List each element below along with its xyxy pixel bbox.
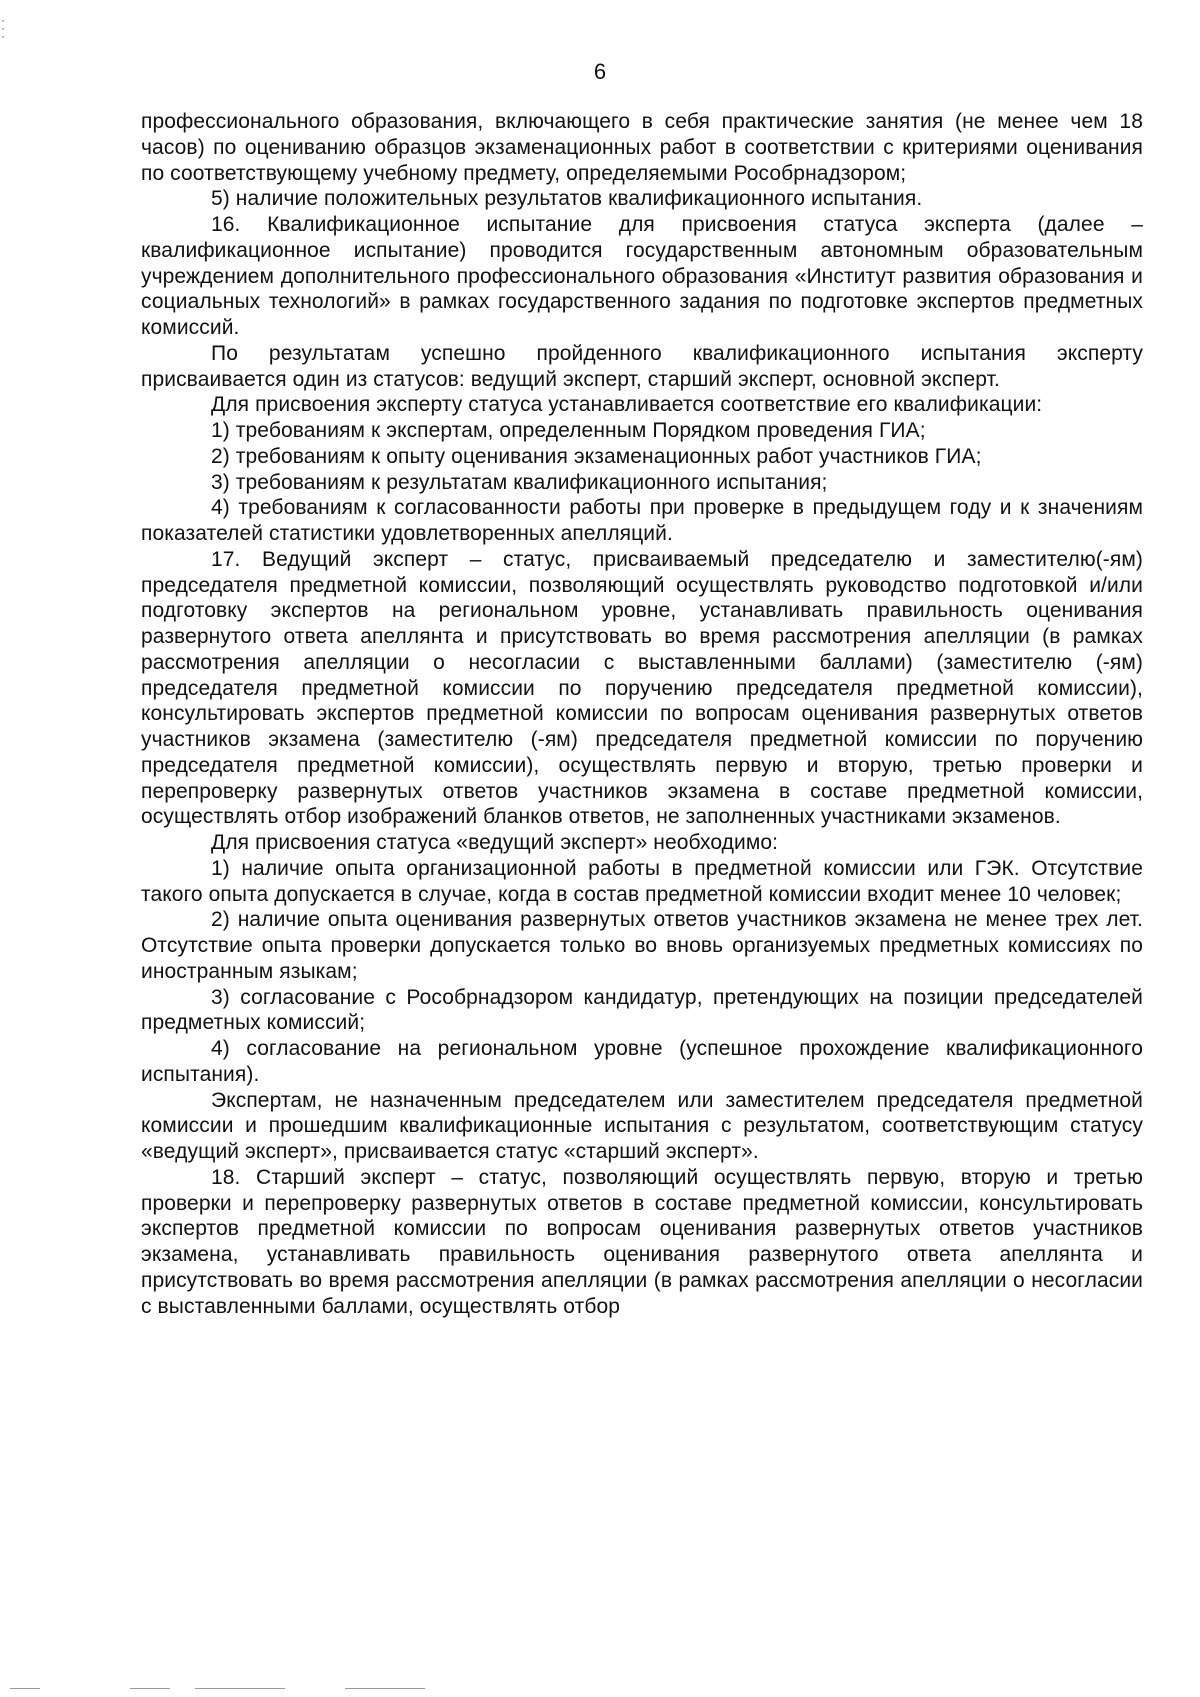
paragraph: 5) наличие положительных результатов квалификационного испытания. xyxy=(211,187,923,211)
scan-edge-mark xyxy=(2,20,4,22)
paragraph: Для присвоения эксперту статуса устанавливается соответствие его квалификации: xyxy=(211,393,1043,417)
paragraph: 3) требованиям к результатам квалификационного испытания; xyxy=(211,470,828,494)
paragraph: 1) наличие опыта организационной работы в предметной комиссии или ГЭК. Отсутствие такого опыта допускается в случае, когда в состав предметной комиссии входит менее 10 человек; xyxy=(141,856,1143,906)
document-body xyxy=(141,109,1143,1319)
scan-edge-mark xyxy=(2,28,4,30)
paragraph: Экспертам, не назначенным председателем или заместителем председателя предметной комиссии и прошедшим квалификационные испытания с результатом, соответствующим статусу «ведущий эксперт», присваивается статус «старший эксперт». xyxy=(141,1088,1143,1163)
page-number: 6 xyxy=(593,59,607,84)
paragraph: По результатам успешно пройденного квалификационного испытания эксперту присваивается один из статусов: ведущий эксперт, старший эксперт, основной эксперт. xyxy=(141,341,1143,391)
paragraph: 2) требованиям к опыту оценивания экзаменационных работ участников ГИА; xyxy=(211,444,982,468)
paragraph: 16. Квалификационное испытание для присвоения статуса эксперта (далее – квалификационное испытание) проводится государственным автономным образовательным учреждением дополнительного профессионального образования «Институт развития образования и социальных технологий» в рамках государственного задания по подготовке экспертов предметных комиссий. xyxy=(141,213,1143,339)
scan-edge-mark xyxy=(2,36,4,38)
paragraph: 17. Ведущий эксперт – статус, присваиваемый председателю и заместителю(-ям) председателя предметной комиссии, позволяющий осуществлять руководство подготовкой и/или подготовку экспертов на региональном уровне, устанавливать правильность оценивания развернутого ответа апеллянта и присутствовать во время рассмотрения апелляции (в рамках рассмотрения апелляции о несогласии с выставленными баллами) (заместителю (-ям) председателя предметной комиссии по поручению председателя предметной комиссии), консультировать экспертов предметной комиссии по вопросам оценивания развернутых ответов участников экзамена (заместителю (-ям) председателя предметной комиссии по поручению председателя предметной комиссии), осуществлять первую и вторую, третью проверки и перепроверку развернутых ответов участников экзамена в составе предметной комиссии, осуществлять отбор изображений бланков ответов, не заполненных участниками экзаменов. xyxy=(141,547,1143,829)
paragraph: 3) согласование с Рособрнадзором кандидатур, претендующих на позиции председателей предметных комиссий; xyxy=(141,985,1143,1035)
paragraph: 18. Старший эксперт – статус, позволяющий осуществлять первую, вторую и третью проверки и перепроверку развернутых ответов в составе предметной комиссии, консультировать экспертов предметной комиссии по вопросам оценивания развернутых ответов участников экзамена, устанавливать правильность оценивания развернутого ответа апеллянта и присутствовать во время рассмотрения апелляции (в рамках рассмотрения апелляции о несогласии с выставленными баллами, осуществлять отбор xyxy=(141,1165,1143,1318)
paragraph: 4) требованиям к согласованности работы при проверке в предыдущем году и к значениям показателей статистики удовлетворенных апелляций. xyxy=(141,496,1143,545)
paragraph: Для присвоения статуса «ведущий эксперт» необходимо: xyxy=(211,831,779,854)
paragraph: профессионального образования, включающего в себя практические занятия (не менее чем 18 часов) по оцениванию образцов экзаменационных работ в соответствии с критериями оценивания по соответствующему учебному предмету, определяемыми Рособрнадзором; xyxy=(141,110,1143,185)
scan-footer-marks xyxy=(0,1688,1200,1692)
paragraph: 1) требованиям к экспертам, определенным Порядком проведения ГИА; xyxy=(211,419,926,442)
paragraph: 4) согласование на региональном уровне (успешное прохождение квалификационного испытания). xyxy=(141,1037,1143,1086)
paragraph: 2) наличие опыта оценивания развернутых ответов участников экзамена не менее трех лет. Отсутствие опыта проверки допускается только во вновь организуемых предметных комиссиях по иностранным языкам; xyxy=(141,908,1143,983)
